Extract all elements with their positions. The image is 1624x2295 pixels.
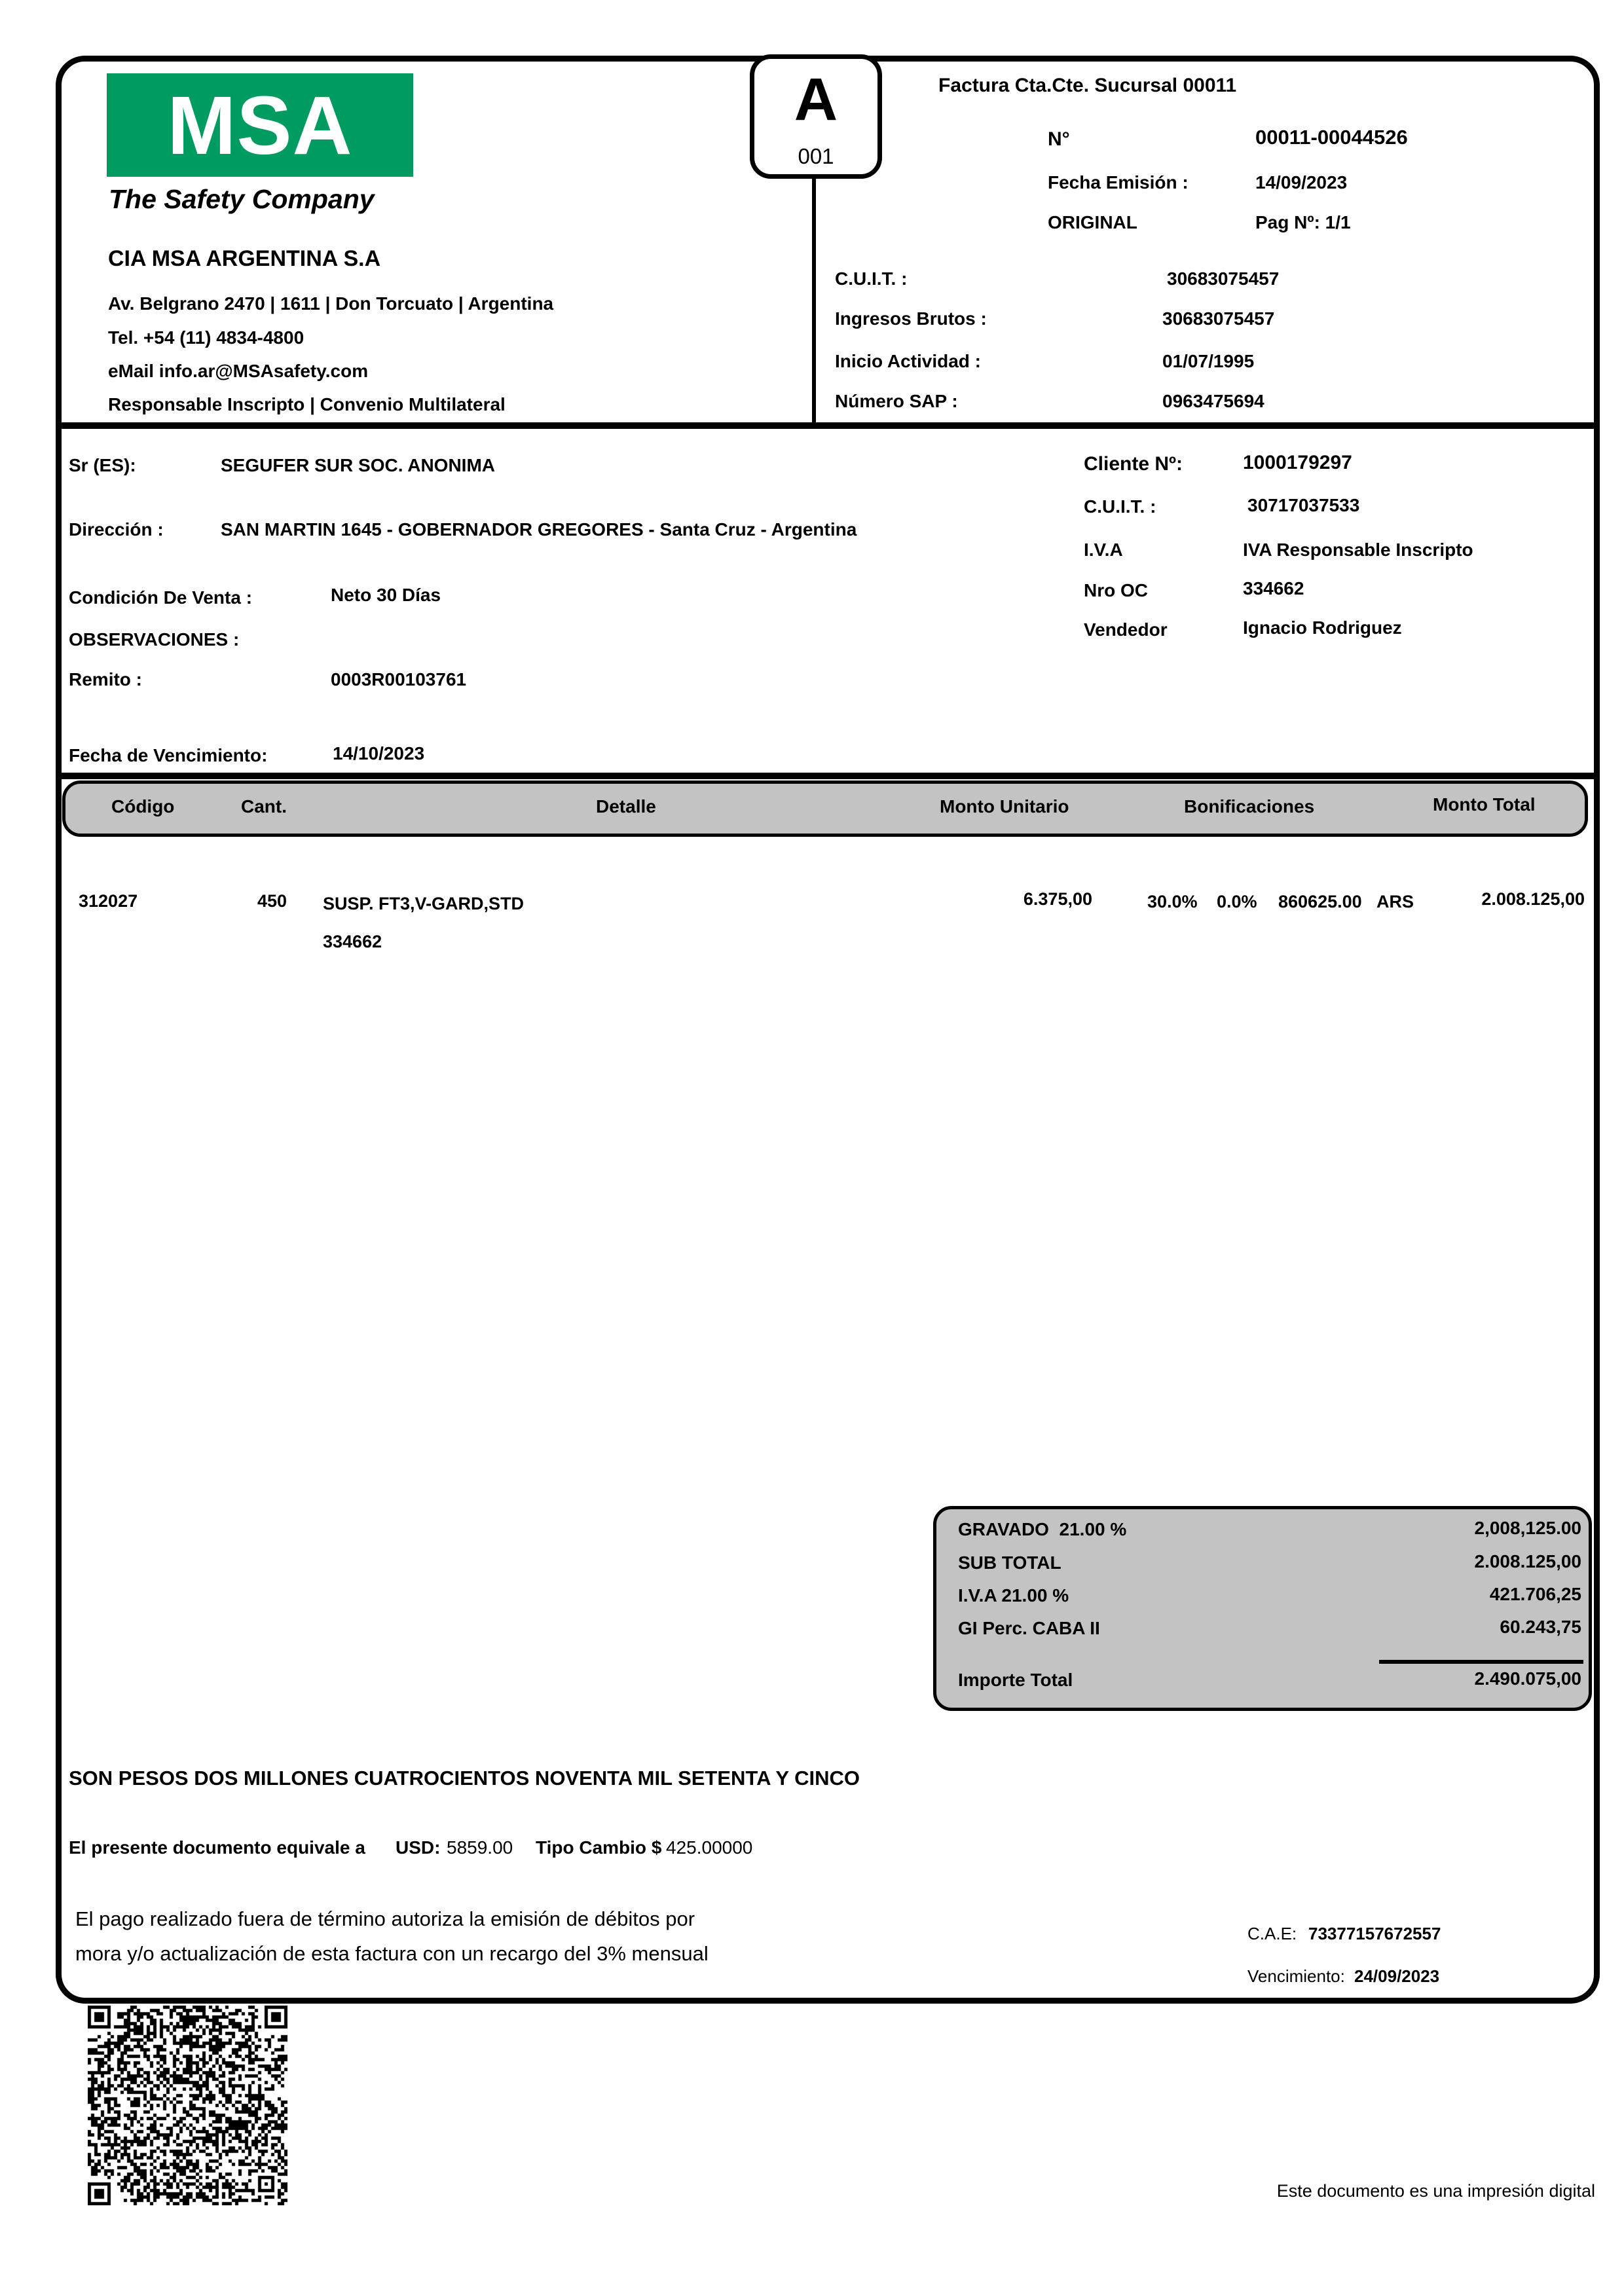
customer-name: SEGUFER SUR SOC. ANONIMA xyxy=(221,455,495,475)
exchange-rate-value: 425.00000 xyxy=(666,1837,753,1858)
client-iva: IVA Responsable Inscripto xyxy=(1243,540,1473,560)
company-email: eMail info.ar@MSAsafety.com xyxy=(108,361,369,381)
client-oc: 334662 xyxy=(1243,578,1304,598)
item-bonif-pct1: 30.0% xyxy=(1147,892,1198,911)
due-date: 14/10/2023 xyxy=(333,743,425,763)
header-separator-line xyxy=(56,422,1600,429)
page-number: Pag Nº: 1/1 xyxy=(1255,212,1351,232)
invoice-letter-box xyxy=(750,54,882,179)
digital-print-note: Este documento es una impresión digital xyxy=(1276,2181,1595,2201)
cae-number: 73377157672557 xyxy=(1308,1924,1441,1943)
total-row-label: GRAVADO 21.00 % xyxy=(958,1519,1127,1539)
item-bonif-amount: 860625.00 xyxy=(1278,892,1362,911)
item-currency: ARS xyxy=(1376,892,1414,911)
customer-address: SAN MARTIN 1645 - GOBERNADOR GREGORES - Santa Cruz - Argentina xyxy=(221,519,857,540)
client-number: 1000179297 xyxy=(1243,452,1352,473)
issue-date-label: Fecha Emisión : xyxy=(1048,172,1189,193)
usd-value: 5859.00 xyxy=(447,1837,513,1858)
customer-separator-line xyxy=(56,773,1600,779)
seller-label: Vendedor xyxy=(1084,619,1168,640)
item-bonif-pct2: 0.0% xyxy=(1217,892,1257,911)
payment-terms-line1: El pago realizado fuera de término autoriza la emisión de débitos por xyxy=(75,1907,695,1930)
company-phone: Tel. +54 (11) 4834-4800 xyxy=(108,327,304,348)
item-codigo: 312027 xyxy=(79,891,138,911)
due-date-label: Fecha de Vencimiento: xyxy=(69,745,268,765)
observations-label: OBSERVACIONES : xyxy=(69,629,240,650)
client-iva-label: I.V.A xyxy=(1084,540,1123,560)
total-row-value: 2.008.125,00 xyxy=(1474,1551,1581,1571)
issue-date: 14/09/2023 xyxy=(1255,172,1348,193)
seller-name: Ignacio Rodriguez xyxy=(1243,617,1402,638)
total-row-label: GI Perc. CABA II xyxy=(958,1618,1100,1638)
equivalence-prefix: El presente documento equivale a xyxy=(69,1837,365,1858)
total-row-value: 60.243,75 xyxy=(1500,1617,1581,1637)
sap-number-value: 0963475694 xyxy=(1162,391,1264,411)
activity-start-value: 01/07/1995 xyxy=(1162,351,1255,371)
invoice-letter: A xyxy=(794,66,838,133)
importe-total-label: Importe Total xyxy=(958,1670,1073,1690)
cae-label: C.A.E: xyxy=(1247,1924,1297,1943)
item-detalle-ref: 334662 xyxy=(323,932,382,951)
invoice-number-label: N° xyxy=(1048,128,1070,150)
table-header-bar xyxy=(62,780,1588,837)
total-row-label: I.V.A 21.00 % xyxy=(958,1585,1069,1606)
total-row-label: SUB TOTAL xyxy=(958,1552,1061,1573)
sale-condition-label: Condición De Venta : xyxy=(69,587,253,608)
remito-label: Remito : xyxy=(69,669,142,689)
msa-logo xyxy=(107,73,413,177)
item-monto-unitario: 6.375,00 xyxy=(1023,889,1092,909)
col-header-bonificaciones: Bonificaciones xyxy=(1184,796,1315,817)
invoice-letter-code: 001 xyxy=(798,144,834,168)
sap-number-label: Número SAP : xyxy=(835,391,958,411)
brand-tagline: The Safety Company xyxy=(109,184,375,214)
importe-total-value: 2.490.075,00 xyxy=(1474,1668,1581,1689)
company-address: Av. Belgrano 2470 | 1611 | Don Torcuato | Argentina xyxy=(108,293,554,314)
col-header-monto-unitario: Monto Unitario xyxy=(940,796,1069,817)
invoice-title: Factura Cta.Cte. Sucursal 00011 xyxy=(938,75,1237,96)
cae-due-date: 24/09/2023 xyxy=(1354,1966,1440,1986)
copy-type: ORIGINAL xyxy=(1048,212,1137,232)
gross-income-value: 30683075457 xyxy=(1162,308,1275,329)
col-header-cant: Cant. xyxy=(241,796,287,817)
invoice-number: 00011-00044526 xyxy=(1255,126,1408,149)
client-cuit: 30717037533 xyxy=(1247,495,1360,515)
remito-value: 0003R00103761 xyxy=(331,669,467,689)
document-border xyxy=(56,56,1600,2004)
letter-box-connector-line xyxy=(812,177,816,424)
customer-address-label: Dirección : xyxy=(69,519,164,540)
qr-code xyxy=(88,2006,287,2205)
activity-start-label: Inicio Actividad : xyxy=(835,351,981,371)
client-oc-label: Nro OC xyxy=(1084,580,1148,600)
col-header-detalle: Detalle xyxy=(596,796,656,817)
company-tax-status: Responsable Inscripto | Convenio Multilateral xyxy=(108,394,506,414)
cuit-label: C.U.I.T. : xyxy=(835,268,908,289)
usd-label: USD: xyxy=(396,1837,441,1858)
sale-condition: Neto 30 Días xyxy=(331,585,441,605)
totals-rule-line xyxy=(1379,1660,1583,1664)
item-cant: 450 xyxy=(257,891,287,911)
total-row-value: 421.706,25 xyxy=(1489,1584,1581,1604)
exchange-rate-label: Tipo Cambio $ xyxy=(536,1837,662,1858)
col-header-codigo: Código xyxy=(111,796,175,817)
item-monto-total: 2.008.125,00 xyxy=(1481,889,1585,909)
company-name: CIA MSA ARGENTINA S.A xyxy=(108,246,381,271)
cae-due-label: Vencimiento: xyxy=(1247,1966,1345,1986)
total-row-value: 2,008,125.00 xyxy=(1474,1518,1581,1538)
item-detalle: SUSP. FT3,V-GARD,STD xyxy=(323,894,525,913)
client-cuit-label: C.U.I.T. : xyxy=(1084,496,1156,517)
msa-logo-text: MSA xyxy=(167,79,353,172)
amount-in-words: SON PESOS DOS MILLONES CUATROCIENTOS NOVENTA MIL SETENTA Y CINCO xyxy=(69,1767,860,1790)
customer-name-label: Sr (ES): xyxy=(69,455,136,475)
payment-terms-line2: mora y/o actualización de esta factura con un recargo del 3% mensual xyxy=(75,1942,709,1965)
cuit-value: 30683075457 xyxy=(1167,268,1280,289)
col-header-monto-total: Monto Total xyxy=(1433,794,1536,815)
client-number-label: Cliente Nº: xyxy=(1084,453,1183,475)
gross-income-label: Ingresos Brutos : xyxy=(835,308,987,329)
